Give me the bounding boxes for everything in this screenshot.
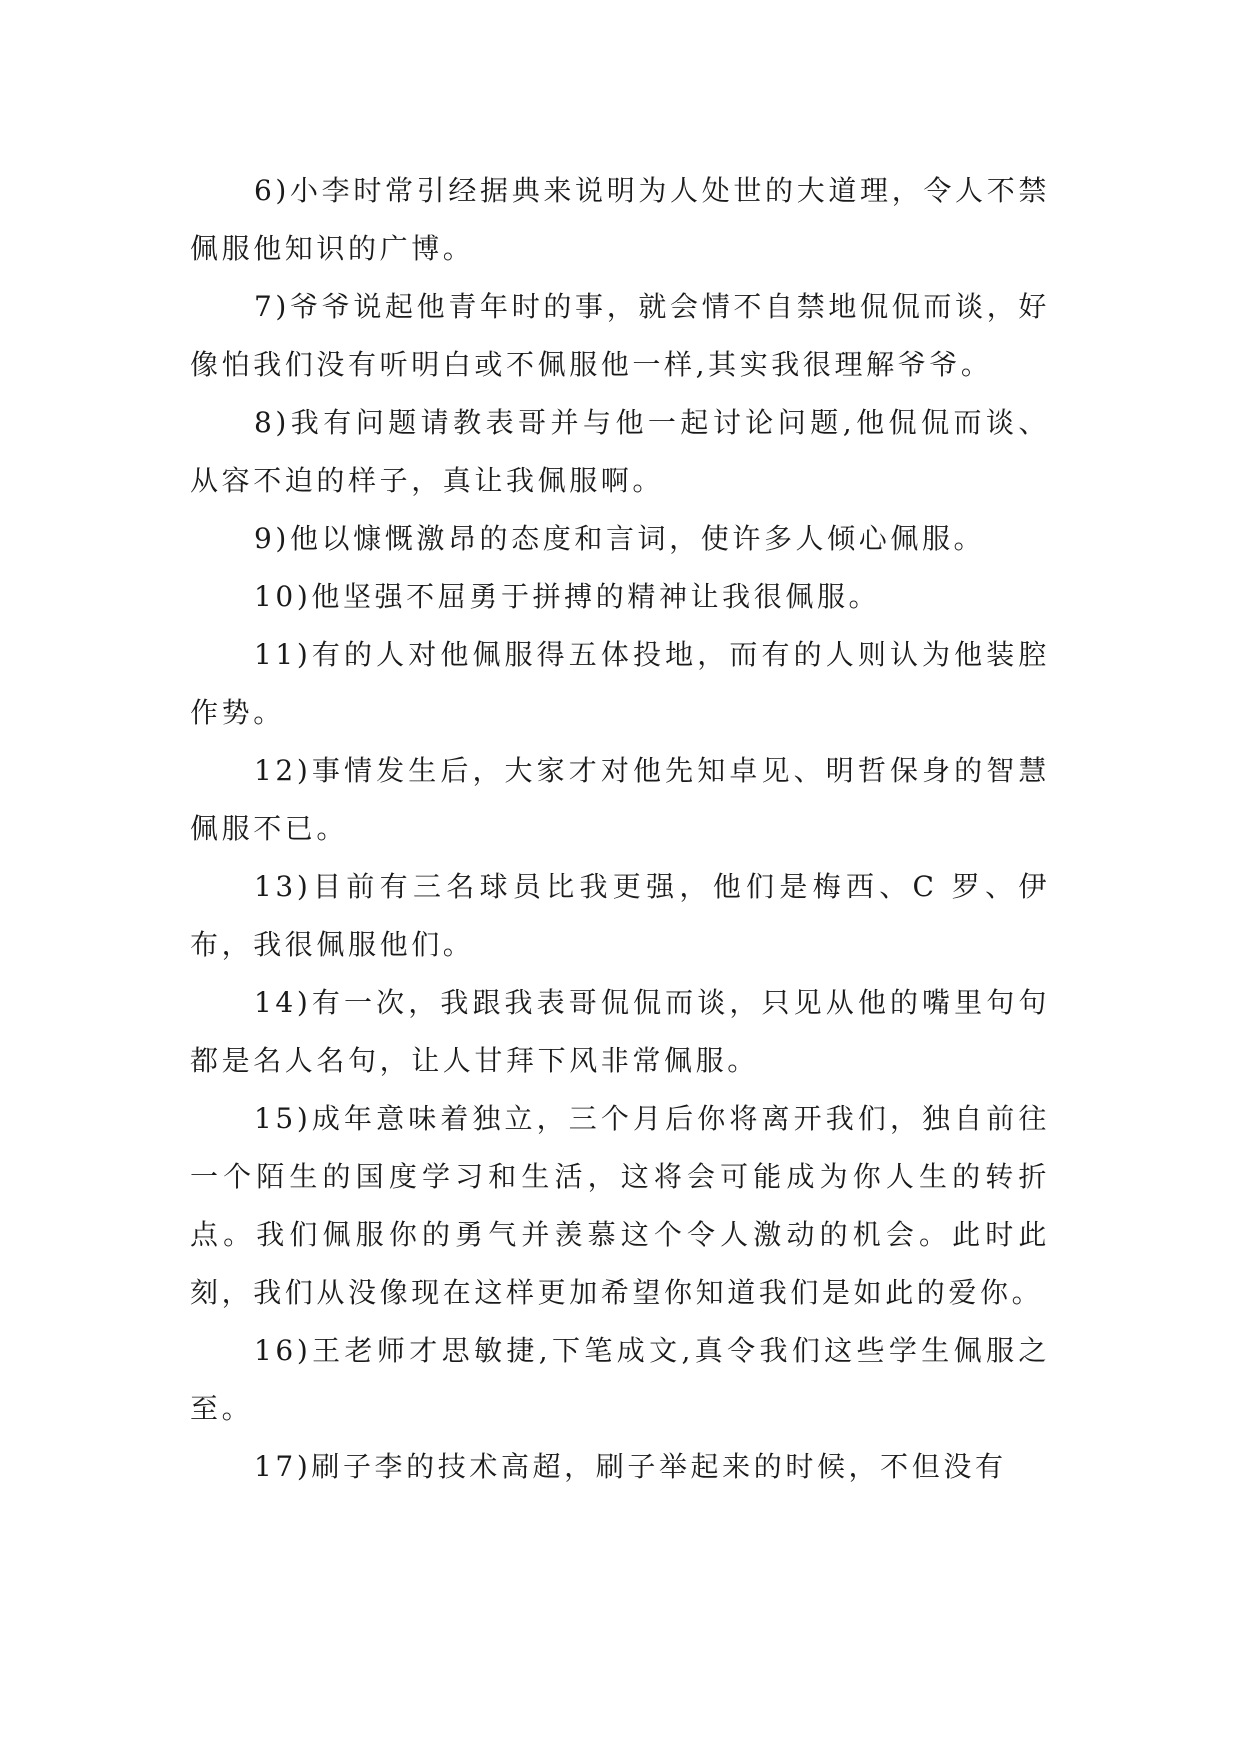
paragraph-15: 15)成年意味着独立，三个月后你将离开我们，独自前往一个陌生的国度学习和生活，这将会可能成为你人生的转折点。我们佩服你的勇气并羡慕这个令人激动的机会。此时此刻，我们从没像现在这样更加希望你知道我们是如此的爱你。	[190, 1102, 1050, 1309]
paragraph-6: 6)小李时常引经据典来说明为人处世的大道理，令人不禁佩服他知识的广博。	[190, 174, 1050, 265]
document-body	[190, 162, 1050, 1496]
paragraph-16: 16)王老师才思敏捷,下笔成文,真令我们这些学生佩服之至。	[190, 1334, 1050, 1425]
paragraph-11: 11)有的人对他佩服得五体投地，而有的人则认为他装腔作势。	[190, 638, 1050, 729]
paragraph-13: 13)目前有三名球员比我更强，他们是梅西、C 罗、伊布，我很佩服他们。	[190, 870, 1050, 961]
paragraph-7: 7)爷爷说起他青年时的事，就会情不自禁地侃侃而谈，好像怕我们没有听明白或不佩服他一样,其实我很理解爷爷。	[190, 290, 1050, 381]
paragraph-10: 10)他坚强不屈勇于拼搏的精神让我很佩服。	[254, 580, 881, 613]
paragraph-9: 9)他以慷慨激昂的态度和言词，使许多人倾心佩服。	[254, 522, 986, 555]
paragraph-17: 17)刷子李的技术高超，刷子举起来的时候，不但没有	[254, 1450, 1007, 1483]
paragraph-8: 8)我有问题请教表哥并与他一起讨论问题,他侃侃而谈、从容不迫的样子，真让我佩服啊。	[190, 406, 1050, 497]
paragraph-12: 12)事情发生后，大家才对他先知卓见、明哲保身的智慧佩服不已。	[190, 754, 1050, 845]
paragraph-14: 14)有一次，我跟我表哥侃侃而谈，只见从他的嘴里句句都是名人名句，让人甘拜下风非常佩服。	[190, 986, 1050, 1077]
